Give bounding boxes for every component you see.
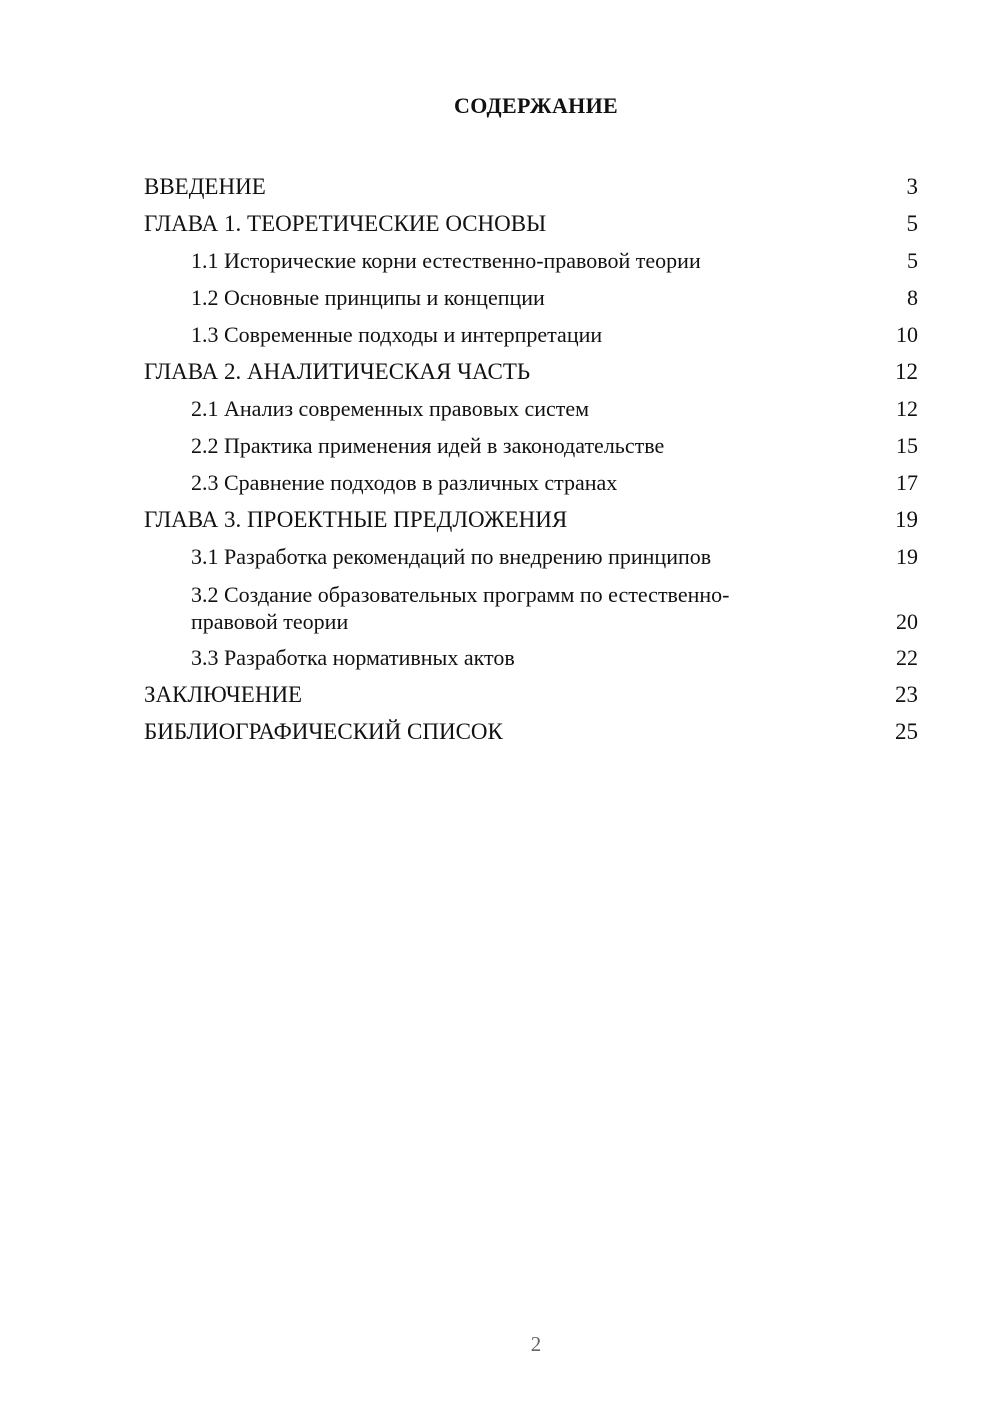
toc-entry-introduction[interactable] xyxy=(144,168,918,205)
toc-entry-section-1-3[interactable] xyxy=(144,316,918,353)
toc-entry-bibliography[interactable] xyxy=(144,713,918,750)
toc-entry-label: ГЛАВА 3. ПРОЕКТНЫЕ ПРЕДЛОЖЕНИЯ xyxy=(144,507,568,532)
toc-entry-label: 1.3 Современные подходы и интерпретации xyxy=(191,322,603,347)
toc-entry-label: 2.2 Практика применения идей в законодательстве xyxy=(191,433,665,458)
page-number: 2 xyxy=(530,1332,542,1356)
toc-entry-section-2-1[interactable] xyxy=(144,390,918,427)
toc-entry-label: 2.3 Сравнение подходов в различных странах xyxy=(191,470,618,495)
toc-entry-page: 3 xyxy=(906,174,918,199)
toc-entry-label: 1.1 Исторические корни естественно-правовой теории xyxy=(191,248,701,273)
toc-entry-page: 19 xyxy=(895,507,918,532)
toc-entry-chapter-3[interactable] xyxy=(144,501,918,538)
toc-entry-section-3-3[interactable] xyxy=(144,639,918,676)
toc-entry-chapter-2[interactable] xyxy=(144,353,918,390)
table-of-contents xyxy=(144,168,918,750)
toc-entry-page: 8 xyxy=(907,285,918,310)
toc-entry-page: 17 xyxy=(896,470,918,495)
toc-entry-label: ГЛАВА 1. ТЕОРЕТИЧЕСКИЕ ОСНОВЫ xyxy=(144,211,547,236)
toc-entry-label: 2.1 Анализ современных правовых систем xyxy=(191,396,590,421)
toc-entry-page: 22 xyxy=(896,645,918,670)
toc-entry-chapter-1[interactable] xyxy=(144,205,918,242)
toc-entry-label: БИБЛИОГРАФИЧЕСКИЙ СПИСОК xyxy=(144,719,503,744)
toc-entry-section-1-2[interactable] xyxy=(144,279,918,316)
toc-entry-page: 19 xyxy=(896,544,918,569)
toc-entry-page: 12 xyxy=(896,396,918,421)
toc-entry-section-3-1[interactable] xyxy=(144,538,918,575)
toc-entry-page: 12 xyxy=(895,359,918,384)
toc-entry-section-2-3[interactable] xyxy=(144,464,918,501)
toc-entry-page: 15 xyxy=(896,433,918,458)
toc-entry-page: 10 xyxy=(896,322,918,347)
toc-entry-page: 23 xyxy=(895,682,918,707)
toc-entry-page: 5 xyxy=(906,211,918,236)
toc-entry-section-3-2[interactable] xyxy=(144,575,918,639)
toc-entry-page: 20 xyxy=(896,609,918,634)
toc-entry-label: ГЛАВА 2. АНАЛИТИЧЕСКАЯ ЧАСТЬ xyxy=(144,359,531,384)
toc-entry-label: 1.2 Основные принципы и концепции xyxy=(191,285,545,310)
toc-entry-page: 25 xyxy=(895,719,918,744)
toc-entry-page: 5 xyxy=(907,248,918,273)
toc-entry-section-1-1[interactable] xyxy=(144,242,918,279)
toc-entry-label: 3.3 Разработка нормативных актов xyxy=(191,645,515,670)
toc-entry-section-2-2[interactable] xyxy=(144,427,918,464)
toc-entry-label: 3.1 Разработка рекомендаций по внедрению принципов xyxy=(191,544,712,569)
toc-entry-conclusion[interactable] xyxy=(144,676,918,713)
toc-title: СОДЕРЖАНИЕ xyxy=(454,93,618,118)
toc-entry-label: ВВЕДЕНИЕ xyxy=(144,174,266,199)
toc-entry-label: ЗАКЛЮЧЕНИЕ xyxy=(144,682,303,707)
toc-entry-label: 3.2 Создание образовательных программ по естественно-правовой теории xyxy=(191,582,730,634)
